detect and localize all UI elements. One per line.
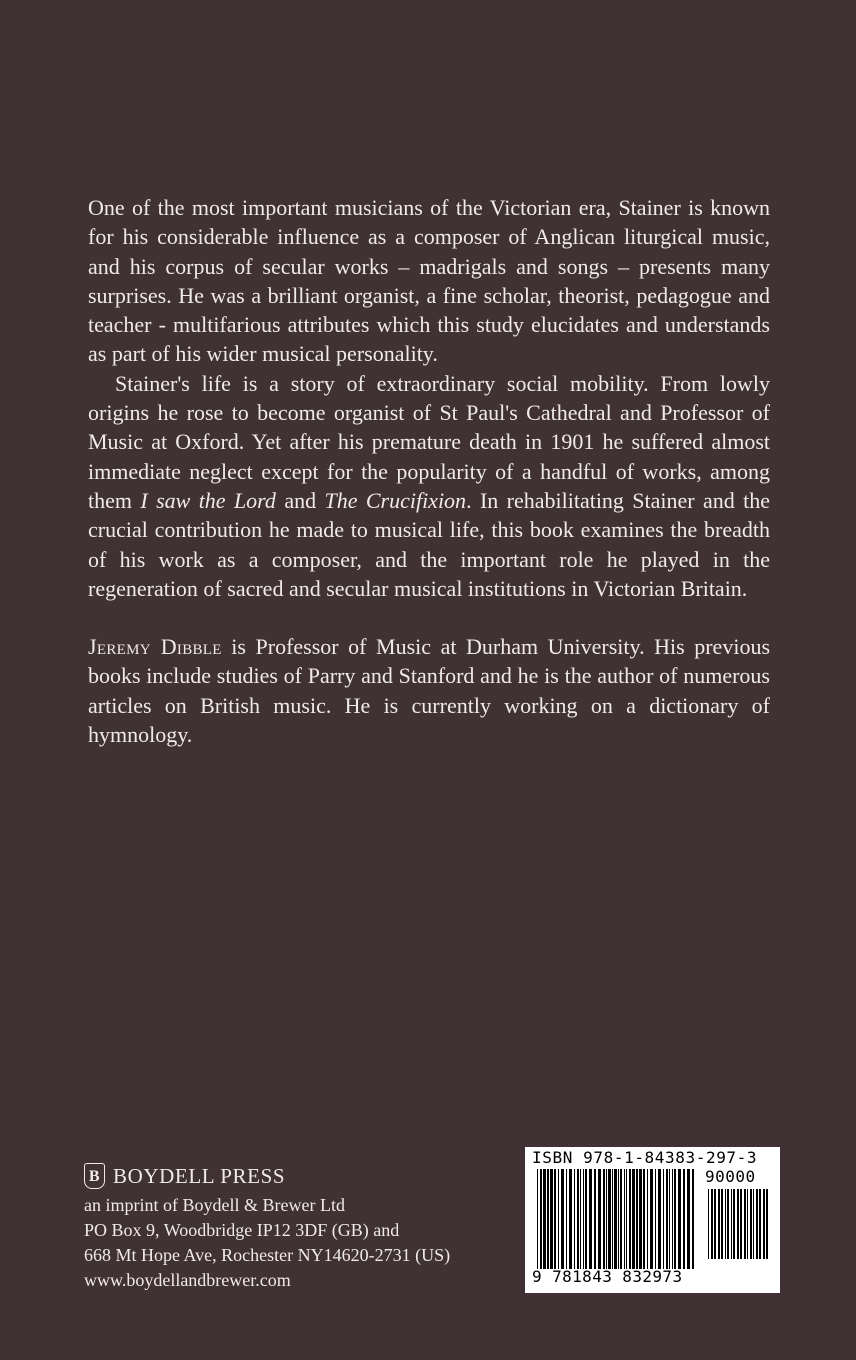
work-title-the-crucifixion: The Crucifixion [324, 487, 467, 513]
barcode-bar [608, 1169, 611, 1269]
blurb-paragraph-2 [88, 369, 770, 603]
barcode-bar [692, 1169, 694, 1269]
barcode-bar [543, 1169, 546, 1269]
publisher-website: www.boydellandbrewer.com [84, 1270, 291, 1290]
barcode-bar [737, 1189, 739, 1259]
barcode-bar [574, 1169, 575, 1269]
barcode-bar [725, 1189, 726, 1259]
barcode-bar [647, 1169, 648, 1269]
barcode-bar [583, 1169, 584, 1269]
publisher-name: BOYDELL PRESS [113, 1163, 286, 1188]
barcode-bar [594, 1169, 596, 1269]
blurb-conjunction: and [275, 487, 325, 513]
author-bio [88, 632, 770, 749]
barcode-bar [624, 1169, 625, 1269]
publisher-address-us: 668 Mt Hope Ave, Rochester NY14620-2731 (US) [84, 1245, 451, 1265]
barcode-bar [666, 1169, 668, 1269]
barcode-bar [708, 1189, 709, 1259]
barcode-bar [744, 1189, 746, 1259]
barcode-bar [614, 1169, 617, 1269]
barcode-bar [718, 1189, 720, 1259]
barcode-bar [669, 1169, 670, 1269]
barcode-bar [558, 1169, 559, 1269]
barcode-bar [740, 1189, 742, 1259]
author-bio-text: is Professor of Music at Durham University. His previous books include studies of Parry and Stanford and he is the author of numerous articles on British music. He is currently working on a dictionary of hymnology. [88, 634, 770, 748]
barcode-bar [658, 1169, 661, 1269]
barcode-bar [580, 1169, 581, 1269]
isbn-barcode [525, 1147, 780, 1293]
publisher-block [84, 1163, 450, 1293]
barcode-bar [747, 1189, 748, 1259]
barcode-bar [733, 1189, 735, 1259]
barcode-bar [540, 1169, 542, 1269]
barcode-bar [683, 1169, 685, 1269]
barcode-bar [756, 1189, 758, 1259]
barcode-bar [589, 1169, 592, 1269]
barcode-bar [626, 1169, 627, 1269]
barcode-bar [537, 1169, 538, 1269]
barcode-bar [721, 1189, 723, 1259]
barcode-bar [663, 1169, 664, 1269]
back-cover-blurb [88, 193, 770, 749]
barcode-bar [598, 1169, 601, 1269]
barcode-bar [636, 1169, 638, 1269]
barcode-bar [603, 1169, 605, 1269]
barcode-bar [547, 1169, 549, 1269]
barcode-bar [550, 1169, 553, 1269]
barcode-bar [759, 1189, 761, 1259]
author-name: Jeremy Dibble [88, 634, 222, 660]
price-addon-label: 90000 [705, 1167, 756, 1186]
barcode-bar [753, 1189, 754, 1259]
barcode-bar [750, 1189, 752, 1259]
barcode-bar [731, 1189, 732, 1259]
addon-barcode-bars [708, 1189, 770, 1259]
barcode-bar [655, 1169, 656, 1269]
blurb-paragraph-2-end: . In rehabilitating Stainer and the crucial contribution he made to musical life, this book examines the breadth of his work as a composer, and the important role he played in the regeneration of sacred and secular musical institutions in Victorian Britain. [88, 487, 771, 601]
barcode-bar [639, 1169, 642, 1269]
barcode-bar [561, 1169, 564, 1269]
barcode-bar [629, 1169, 631, 1269]
barcode-bar [643, 1169, 645, 1269]
barcode-bar [687, 1169, 690, 1269]
ean-barcode-bars [537, 1169, 697, 1269]
isbn-label: ISBN 978-1-84383-297-3 [532, 1148, 758, 1167]
barcode-bar [678, 1169, 681, 1269]
barcode-bar [632, 1169, 635, 1269]
barcode-bar [674, 1169, 676, 1269]
ean-digits: 9 781843 832973 [532, 1267, 683, 1286]
barcode-bar [566, 1169, 567, 1269]
blurb-paragraph-1: One of the most important musicians of the Victorian era, Stainer is known for his considerable influence as a composer of Anglican liturgical music, and his corpus of secular works – madrigals and songs – presents many surprises. He was a brilliant organist, a fine scholar, theorist, pedagogue and teacher - multifarious attributes which this study elucidates and understands as part of his wider musical personality. [88, 195, 770, 367]
boydell-logo-icon: B [84, 1163, 105, 1189]
barcode-bar [763, 1189, 765, 1259]
barcode-bar [585, 1169, 587, 1269]
publisher-address-gb: PO Box 9, Woodbridge IP12 3DF (GB) and [84, 1220, 400, 1240]
barcode-bar [612, 1169, 613, 1269]
barcode-bar [554, 1169, 556, 1269]
barcode-bar [714, 1189, 716, 1259]
blurb-paragraph-2-start: Stainer's life is a story of extraordinary social mobility. From lowly origins he rose to become organist of St Paul's Cathedral and Professor of Music at Oxford. Yet after his premature death in 1901 he suffered almost immediate neglect except for the popularity of a handful of works, among them [88, 370, 770, 513]
barcode-bar [606, 1169, 607, 1269]
work-title-i-saw-the-lord: I saw the Lord [140, 487, 276, 513]
barcode-bar [577, 1169, 579, 1269]
publisher-imprint-line: an imprint of Boydell & Brewer Ltd [84, 1195, 345, 1215]
barcode-bar [569, 1169, 572, 1269]
barcode-bar [727, 1189, 729, 1259]
barcode-bar [766, 1189, 768, 1259]
barcode-bar [618, 1169, 619, 1269]
barcode-bar [620, 1169, 622, 1269]
barcode-bar [711, 1189, 713, 1259]
barcode-bar [672, 1169, 673, 1269]
barcode-bar [650, 1169, 653, 1269]
